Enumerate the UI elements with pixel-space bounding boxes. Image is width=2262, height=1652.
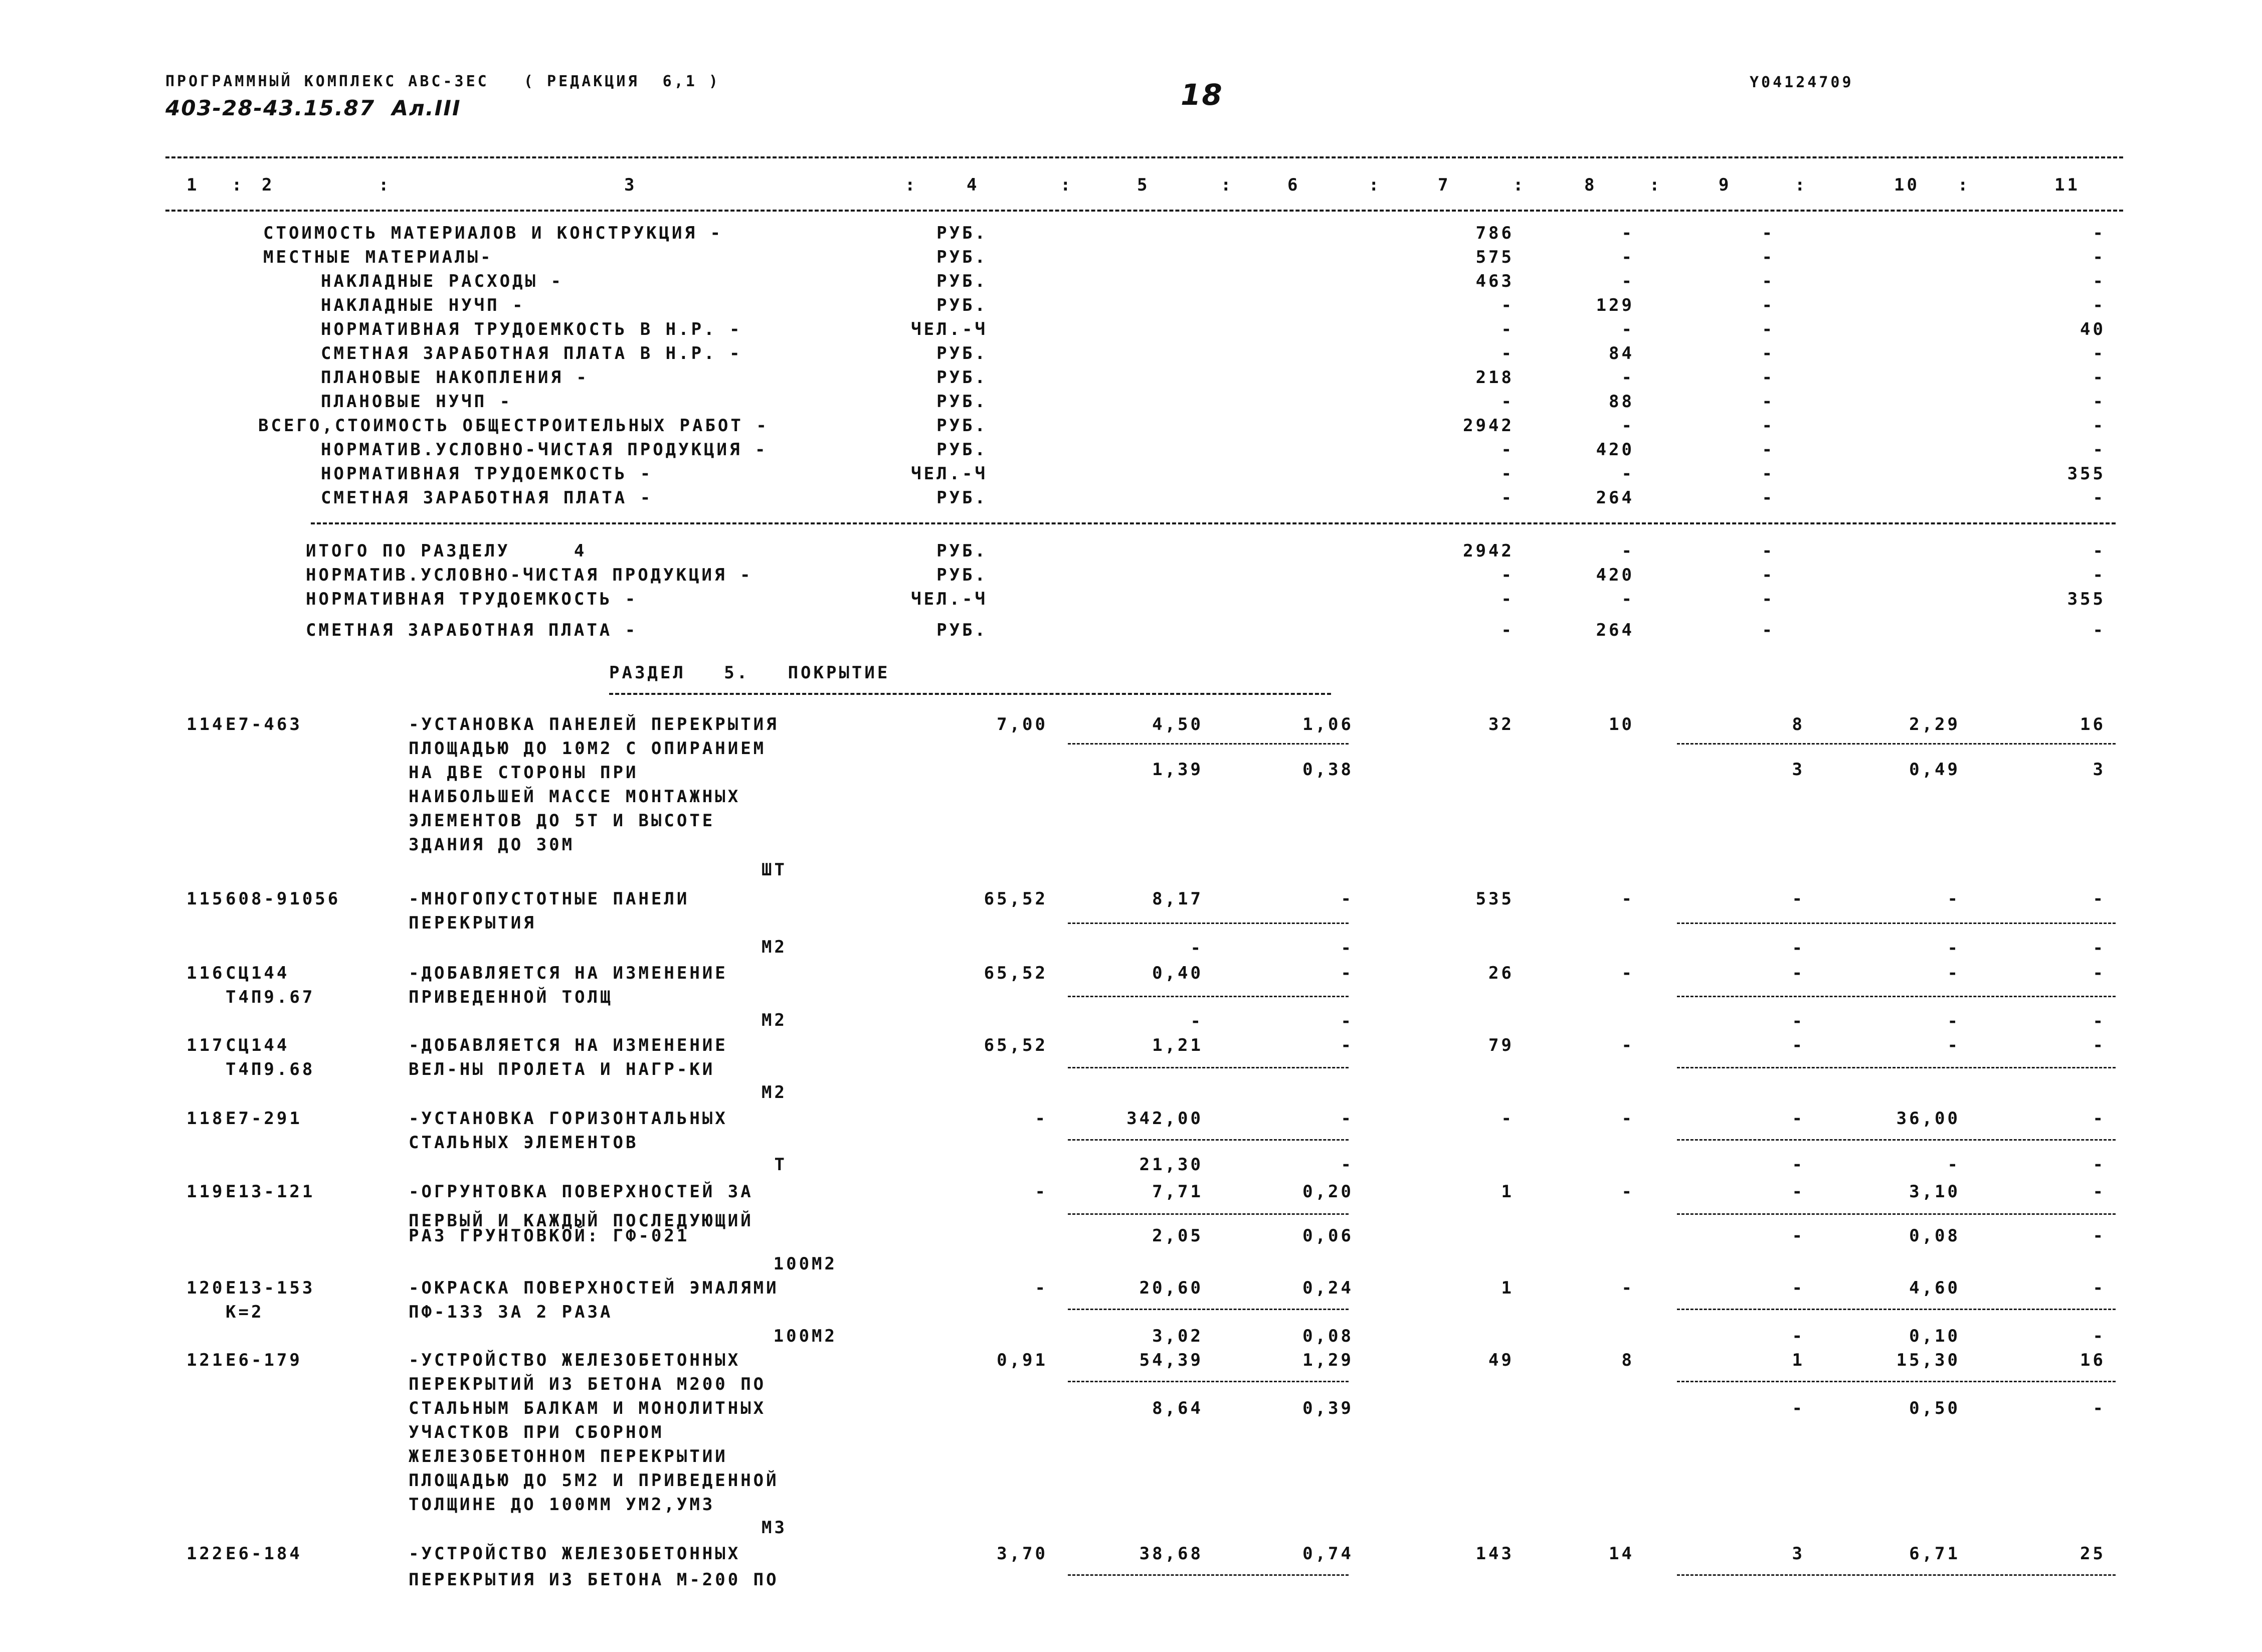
summary-label: НОРМАТИВНАЯ ТРУДОЕМКОСТЬ -	[321, 464, 653, 484]
item-number: 118	[186, 1109, 225, 1129]
item-code: СЦ144	[226, 963, 290, 983]
item-desc-line: -ДОБАВЛЯЕТСЯ НА ИЗМЕНЕНИЕ	[409, 963, 728, 983]
item-code: 608-91056	[226, 889, 341, 909]
summary-unit: ЧЕЛ.-Ч	[911, 319, 988, 339]
item-unit: 100М2	[773, 1254, 837, 1274]
item-desc-line: ПФ-133 ЗА 2 РАЗА	[409, 1302, 613, 1322]
item-desc-line: ТОЛЩИНЕ ДО 100ММ УМ2,УМ3	[409, 1495, 715, 1515]
item-desc-line: ЭЛЕМЕНТОВ ДО 5Т И ВЫСОТЕ	[409, 811, 715, 831]
item-unit: Т	[774, 1155, 787, 1175]
summary-label: ПЛАНОВЫЕ НУЧП -	[321, 392, 513, 412]
summary-unit: РУБ.	[936, 223, 988, 243]
item-code: Е7-291	[226, 1109, 302, 1129]
document-code: Y04124709	[1750, 74, 1854, 91]
item-number: 120	[186, 1278, 225, 1298]
summary-unit: РУБ.	[936, 488, 988, 508]
item-code: СЦ144	[226, 1035, 290, 1055]
totals-label: НОРМАТИВ.УСЛОВНО-ЧИСТАЯ ПРОДУКЦИЯ -	[306, 565, 753, 585]
item-desc-line: -УСТАНОВКА ПАНЕЛЕЙ ПЕРЕКРЫТИЯ	[409, 714, 779, 735]
item-code: Е6-179	[226, 1350, 302, 1370]
summary-unit: РУБ.	[936, 271, 988, 291]
item-desc-line: -ОГРУНТОВКА ПОВЕРХНОСТЕЙ ЗА	[409, 1182, 753, 1202]
summary-label: СТОИМОСТЬ МАТЕРИАЛОВ И КОНСТРУКЦИЯ -	[263, 223, 723, 243]
item-desc-line: -УСТРОЙСТВО ЖЕЛЕЗОБЕТОННЫХ	[409, 1350, 741, 1370]
item-desc-line: СТАЛЬНЫХ ЭЛЕМЕНТОВ	[409, 1133, 639, 1153]
summary-label: МЕСТНЫЕ МАТЕРИАЛЫ-	[263, 247, 493, 267]
summary-label: НАКЛАДНЫЕ НУЧП -	[321, 295, 525, 315]
page-number: 18	[1181, 78, 1223, 112]
summary-unit: РУБ.	[936, 368, 988, 388]
item-unit: М2	[762, 937, 787, 957]
col-header-6: 6	[1287, 175, 1300, 195]
item-desc-line: УЧАСТКОВ ПРИ СБОРНОМ	[409, 1422, 664, 1442]
rule-header-bottom	[165, 210, 2123, 212]
rule-top	[165, 156, 2123, 158]
item-number: 119	[186, 1182, 225, 1202]
item-desc-line: -УСТАНОВКА ГОРИЗОНТАЛЬНЫХ	[409, 1109, 728, 1129]
item-number: 122	[186, 1544, 225, 1564]
col-header-3: 3	[624, 175, 637, 195]
summary-label: НОРМАТИВ.УСЛОВНО-ЧИСТАЯ ПРОДУКЦИЯ -	[321, 440, 768, 460]
item-desc-line: ЖЕЛЕЗОБЕТОННОМ ПЕРЕКРЫТИИ	[409, 1446, 728, 1466]
item-desc-line: РАЗ ГРУНТОВКОЙ: ГФ-021	[409, 1226, 690, 1246]
item-unit: ШТ	[762, 860, 787, 880]
item-desc-line: НА ДВЕ СТОРОНЫ ПРИ	[409, 763, 639, 783]
summary-label: ВСЕГО,СТОИМОСТЬ ОБЩЕСТРОИТЕЛЬНЫХ РАБОТ -	[258, 416, 769, 436]
item-code-secondary: К=2	[226, 1302, 264, 1322]
col-header-2: 2	[262, 175, 275, 195]
item-number: 121	[186, 1350, 225, 1370]
col-header-8: 8	[1584, 175, 1597, 195]
item-desc-line: СТАЛЬНЫМ БАЛКАМ И МОНОЛИТНЫХ	[409, 1398, 767, 1418]
col-header-4: 4	[967, 175, 980, 195]
item-unit: М2	[762, 1010, 787, 1030]
item-desc-line: ПРИВЕДЕННОЙ ТОЛЩ	[409, 987, 613, 1007]
item-desc-line: ПЛОЩАДЬЮ ДО 10М2 С ОПИРАНИЕМ	[409, 739, 767, 759]
item-desc-line: ПЕРЕКРЫТИЙ ИЗ БЕТОНА М200 ПО	[409, 1374, 767, 1394]
item-desc-line: ПЕРЕКРЫТИЯ	[409, 913, 536, 933]
col-header-7: 7	[1438, 175, 1451, 195]
item-code-secondary: Т4П9.67	[226, 987, 315, 1007]
handwritten-reference: 403-28-43.15.87 Ал.III	[165, 96, 461, 120]
summary-label: СМЕТНАЯ ЗАРАБОТНАЯ ПЛАТА -	[321, 488, 653, 508]
summary-unit: РУБ.	[936, 343, 988, 363]
summary-unit: РУБ.	[936, 247, 988, 267]
item-number: 115	[186, 889, 225, 909]
item-desc-line: -МНОГОПУСТОТНЫЕ ПАНЕЛИ	[409, 889, 690, 909]
summary-label: НОРМАТИВНАЯ ТРУДОЕМКОСТЬ В Н.Р. -	[321, 319, 742, 339]
summary-unit: РУБ.	[936, 440, 988, 460]
col-header-5: 5	[1137, 175, 1150, 195]
item-desc-line: ПЛОЩАДЬЮ ДО 5М2 И ПРИВЕДЕННОЙ	[409, 1471, 779, 1491]
summary-label: НАКЛАДНЫЕ РАСХОДЫ -	[321, 271, 563, 291]
item-unit: 100М2	[773, 1326, 837, 1346]
section-title-underline	[609, 693, 1331, 695]
item-unit: М2	[762, 1082, 787, 1103]
item-desc-line: ПЕРЕКРЫТИЯ ИЗ БЕТОНА М-200 ПО	[409, 1570, 779, 1590]
summary-label: СМЕТНАЯ ЗАРАБОТНАЯ ПЛАТА В Н.Р. -	[321, 343, 742, 363]
totals-label: ИТОГО ПО РАЗДЕЛУ 4	[306, 541, 587, 561]
item-code: Е13-121	[226, 1182, 315, 1202]
col-header-1: 1	[186, 175, 200, 195]
col-header-9: 9	[1719, 175, 1732, 195]
item-code: Е13-153	[226, 1278, 315, 1298]
item-code: Е7-463	[226, 714, 302, 735]
summary-unit: РУБ.	[936, 392, 988, 412]
item-code-secondary: Т4П9.68	[226, 1059, 315, 1079]
item-desc-line: ВЕЛ-НЫ ПРОЛЕТА И НАГР-КИ	[409, 1059, 715, 1079]
item-number: 117	[186, 1035, 225, 1055]
item-desc-line: -УСТРОЙСТВО ЖЕЛЕЗОБЕТОННЫХ	[409, 1544, 741, 1564]
item-number: 116	[186, 963, 225, 983]
item-desc-line: НАИБОЛЬШЕЙ МАССЕ МОНТАЖНЫХ	[409, 787, 741, 807]
col-header-10: 10	[1894, 175, 1920, 195]
document-page: ПРОГРАММНЫЙ КОМПЛЕКС АВС-3ЕС ( РЕДАКЦИЯ 6,1 ) 403-28-43.15.87 Ал.III 18 Y04124709 1 2 3 4 5 6 7 8 9 10 11 : : : : : : : : : : СТОИМОСТЬ МАТЕРИАЛОВ И КОНСТРУКЦИЯ - РУБ. 786 - - - МЕСТНЫЕ МАТЕРИАЛЫ- РУБ. 575 - - - НАКЛАДНЫЕ РАСХОДЫ - РУБ. 463 - - - НАКЛАДНЫЕ НУЧП - РУБ. - 129 - - НОРМАТИВНАЯ ТРУДОЕМКОСТЬ В Н.Р. - ЧЕЛ.-Ч - - - 40 СМЕТНАЯ ЗАРАБОТНАЯ ПЛАТА В Н.Р. - РУБ. - 84 - - ПЛАНОВЫЕ НАКОПЛЕНИЯ - РУБ. 218 - - - ПЛАНОВЫЕ НУЧП - РУБ. - 88 - - ВСЕГО,СТОИМОСТЬ ОБЩЕСТРОИТЕЛЬНЫХ РАБОТ - РУБ. 2942 - - - НОРМАТИВ.УСЛОВНО-ЧИСТАЯ ПРОДУКЦИЯ - РУБ. - 420 - - НОРМАТИВНАЯ ТРУДОЕМКОСТЬ - ЧЕЛ.-Ч - - - 355 СМЕТНАЯ ЗАРАБОТНАЯ ПЛАТА - РУБ. - 264 - - ИТОГО ПО РАЗДЕЛУ 4 РУБ. 2942 - - - НОРМАТИВ.УСЛОВНО-ЧИСТАЯ ПРОДУКЦИЯ - РУБ. - 420 - - НОРМАТИВНАЯ ТРУДОЕМКОСТЬ - ЧЕЛ.-Ч - - - 355 СМЕТНАЯ ЗАРАБОТНАЯ ПЛАТА - РУБ. - 264 - - РАЗДЕЛ 5. ПОКРЫТИЕ 114 Е7-463 -УСТАНОВКА ПАНЕЛЕЙ ПЕРЕКРЫТИЯ ПЛОЩАДЬЮ ДО 10М2 С ОПИРАНИЕМ НА ДВЕ СТОРОНЫ ПРИ НАИБОЛЬШЕЙ МАССЕ МОНТАЖНЫХ ЭЛЕМЕНТОВ ДО 5Т И ВЫСОТЕ ЗДАНИЯ ДО 30М ШТ 7,00 4,50 1,06 32 10 8 2,29 16 1,39 0,38 3 0,49 3 115 608-91056 -МНОГОПУСТОТНЫЕ ПАНЕЛИ ПЕРЕКРЫТИЯ М2 65,52 8,17 - 535 - - - - 116 СЦ144 Т4П9.67 -ДОБАВЛЯЕТСЯ НА ИЗМЕНЕНИЕ ПРИВЕДЕННОЙ ТОЛЩ М2 65,52 0,40 - 26 - - - - - - - - - 117 СЦ144 Т4П9.68 -ДОБАВЛЯЕТСЯ НА ИЗМЕНЕНИЕ ВЕЛ-НЫ ПРОЛЕТА И НАГР-КИ М2 65,52 1,21 - 79 - - - - - - - - - 118 Е7-291 -УСТАНОВКА ГОРИЗОНТАЛЬНЫХ СТАЛЬНЫХ ЭЛЕМЕНТОВ Т - 342,00 - - - - 36,00 - 21,30 - - - - 119 Е13-121 -ОГРУНТОВКА ПОВЕРХНОСТЕЙ ЗА ПЕРВЫЙ И КАЖДЫЙ ПОСЛЕДУЮЩИЙ РАЗ ГРУНТОВКОЙ: ГФ-021 100М2 - 7,71 0,20 1 - - 3,10 - 2,05 0,06 - 0,08 - 120 Е13-153 К=2 -ОКРАСКА ПОВЕРХНОСТЕЙ ЭМАЛЯМИ ПФ-133 ЗА 2 РАЗА 100М2 - 20,60 0,24 1 - - 4,60 - 3,02 0,08 - 0,10 - 121 Е6-179 -УСТРОЙСТВО ЖЕЛЕЗОБЕТОННЫХ ПЕРЕКРЫТИЙ ИЗ БЕТОНА М200 ПО СТАЛЬНЫМ БАЛКАМ И МОНОЛИТНЫХ УЧАСТКОВ ПРИ СБОРНОМ ЖЕЛЕЗОБЕТОННОМ ПЕРЕКРЫТИИ ПЛОЩАДЬЮ ДО 5М2 И ПРИВЕДЕННОЙ ТОЛЩИНЕ ДО 100ММ УМ2,УМ3 М3 0,91 54,39 1,29 49 8 1 15,30 16 8,64 0,39 - 0,50 - 122 Е6-184 -УСТРОЙСТВО ЖЕЛЕЗОБЕТОННЫХ ПЕРЕКРЫТИЯ ИЗ БЕТОНА М-200 ПО 3,70 38,68 0,74 143 14 3 6,71 25	[0, 0, 2262, 1652]
totals-label: НОРМАТИВНАЯ ТРУДОЕМКОСТЬ -	[306, 589, 638, 609]
summary-label: ПЛАНОВЫЕ НАКОПЛЕНИЯ -	[321, 368, 589, 388]
item-desc-line: -ДОБАВЛЯЕТСЯ НА ИЗМЕНЕНИЕ	[409, 1035, 728, 1055]
totals-label: СМЕТНАЯ ЗАРАБОТНАЯ ПЛАТА -	[306, 620, 638, 640]
rule-summary-bottom	[311, 522, 2116, 524]
summary-unit: РУБ.	[936, 416, 988, 436]
item-unit: М3	[762, 1518, 787, 1538]
item-desc-line: ПЕРВЫЙ И КАЖДЫЙ ПОСЛЕДУЮЩИЙ	[409, 1211, 753, 1231]
item-code: Е6-184	[226, 1544, 302, 1564]
item-desc-line: -ОКРАСКА ПОВЕРХНОСТЕЙ ЭМАЛЯМИ	[409, 1278, 779, 1298]
item-number: 114	[186, 714, 225, 735]
section-title: РАЗДЕЛ 5. ПОКРЫТИЕ	[609, 663, 890, 683]
item-desc-line: ЗДАНИЯ ДО 30М	[409, 835, 575, 855]
program-header: ПРОГРАММНЫЙ КОМПЛЕКС АВС-3ЕС ( РЕДАКЦИЯ 6,1 )	[165, 73, 720, 90]
summary-unit: РУБ.	[936, 295, 988, 315]
col-header-11: 11	[2054, 175, 2080, 195]
summary-unit: ЧЕЛ.-Ч	[911, 464, 988, 484]
